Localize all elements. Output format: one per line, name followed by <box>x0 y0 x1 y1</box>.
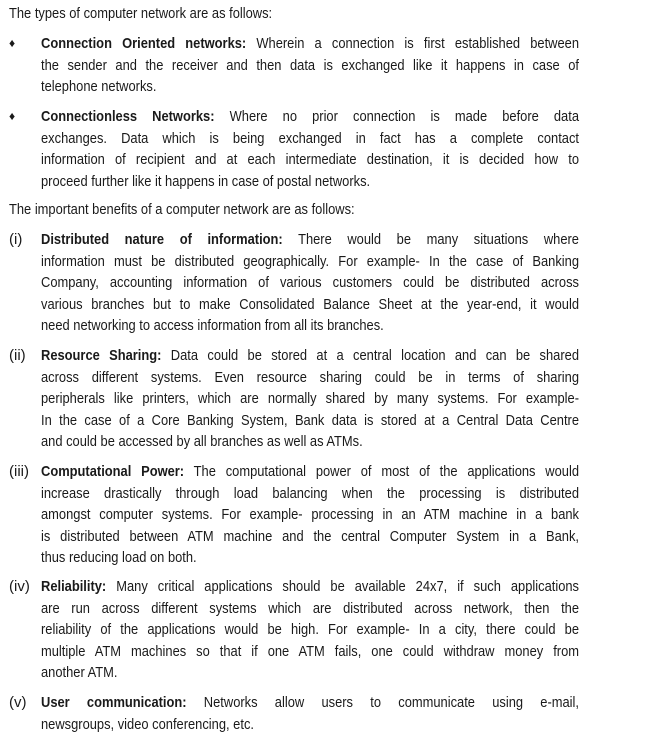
item-text: information must be distributed geographically. For example- In the case of Banking <box>41 252 579 270</box>
types-intro: The types of computer network are as follows: <box>9 5 273 22</box>
item-text: exchanges. Data which is being exchanged in fact has a complete contact <box>41 129 579 147</box>
list-marker: (v) <box>9 694 27 711</box>
item-text: reliability of the applications would be high. For example- In a city, there could be <box>41 621 579 639</box>
text-line <box>41 229 579 251</box>
item-text: Many critical applications should be available 24x7, if such applications <box>106 578 579 595</box>
text-line <box>41 692 579 714</box>
text-line <box>41 294 579 316</box>
text-line <box>41 714 579 736</box>
text-line <box>41 272 579 294</box>
item-text: the sender and the receiver and then data is exchanged like it happens in case of <box>41 56 580 74</box>
item-heading: Computational Power: <box>41 463 185 480</box>
text-line <box>41 106 579 128</box>
item-heading: Resource Sharing: <box>41 347 162 364</box>
item-heading: Connection Oriented networks: <box>41 35 247 52</box>
item-text: Where no prior connection is made before data <box>214 108 579 125</box>
text-line <box>41 547 579 569</box>
item-heading: User communication: <box>41 694 187 711</box>
text-line <box>41 431 579 453</box>
text-line <box>41 526 579 548</box>
text-line <box>41 641 579 663</box>
text-line <box>41 388 579 410</box>
list-marker: (iii) <box>9 463 29 480</box>
item-text: Company, accounting information of various customers could be distributed across <box>41 274 579 292</box>
text-line <box>41 345 579 367</box>
item-text: Data could be stored at a central location and can be shared <box>161 347 580 364</box>
benefits-intro: The important benefits of a computer network are as follows: <box>9 201 355 218</box>
item-text: various branches but to make Consolidated Balance Sheet at the year-end, it would <box>41 295 579 313</box>
item-text: need networking to access information from all its branches. <box>41 317 384 335</box>
item-text: There would be many situations where <box>282 231 579 248</box>
text-line <box>41 55 579 77</box>
text-line <box>41 149 579 171</box>
text-line <box>41 504 579 526</box>
item-text: telephone networks. <box>41 78 157 96</box>
text-line <box>41 251 579 273</box>
item-text: across different systems. Even resource sharing could be in terms of sharing <box>41 368 579 386</box>
item-text: Networks allow users to communicate using e-mail, <box>186 694 579 711</box>
item-text: Wherein a connection is first established between <box>246 35 580 52</box>
text-line <box>41 619 579 641</box>
item-text: information of recipient and at each intermediate destination, it is decided how to <box>41 151 579 169</box>
diamond-bullet-icon: ♦ <box>9 109 16 123</box>
list-marker: (iv) <box>9 578 30 595</box>
item-text: thus reducing load on both. <box>41 549 197 567</box>
item-heading: Reliability: <box>41 578 107 595</box>
list-marker: (i) <box>9 231 23 248</box>
item-text: amongst computer systems. For example- processing in an ATM machine in a bank <box>41 506 579 524</box>
item-text: is distributed between ATM machine and the central Computer System in a Bank, <box>41 527 579 545</box>
item-text: multiple ATM machines so that if one ATM fails, one could withdraw money from <box>41 642 579 660</box>
text-line <box>41 410 579 432</box>
list-marker: (ii) <box>9 347 26 364</box>
item-text: newsgroups, video conferencing, etc. <box>41 715 254 733</box>
text-line <box>41 598 579 620</box>
item-text: The computational power of most of the applications would <box>184 463 580 480</box>
text-line <box>41 315 579 337</box>
text-line <box>41 33 579 55</box>
text-line <box>41 461 579 483</box>
text-line <box>41 662 579 684</box>
diamond-bullet-icon: ♦ <box>9 36 16 50</box>
item-text: In the case of a Core Banking System, Bank data is stored at a Central Data Centre <box>41 411 579 429</box>
text-line <box>41 171 579 193</box>
item-text: another ATM. <box>41 664 118 682</box>
item-heading: Distributed nature of information: <box>41 231 283 248</box>
item-text: and could be accessed by all branches as well as ATMs. <box>41 433 363 451</box>
item-text: are run across different systems which are distributed across network, then the <box>41 599 580 617</box>
text-line <box>41 576 579 598</box>
item-heading: Connectionless Networks: <box>41 108 215 125</box>
text-line <box>41 367 579 389</box>
text-line <box>41 76 579 98</box>
item-text: proceed further like it happens in case of postal networks. <box>41 172 371 190</box>
text-line <box>41 483 579 505</box>
item-text: peripherals like printers, which are normally shared by many systems. For example- <box>41 390 579 408</box>
item-text: increase drastically through load balancing when the processing is distributed <box>41 484 579 502</box>
text-line <box>41 128 579 150</box>
